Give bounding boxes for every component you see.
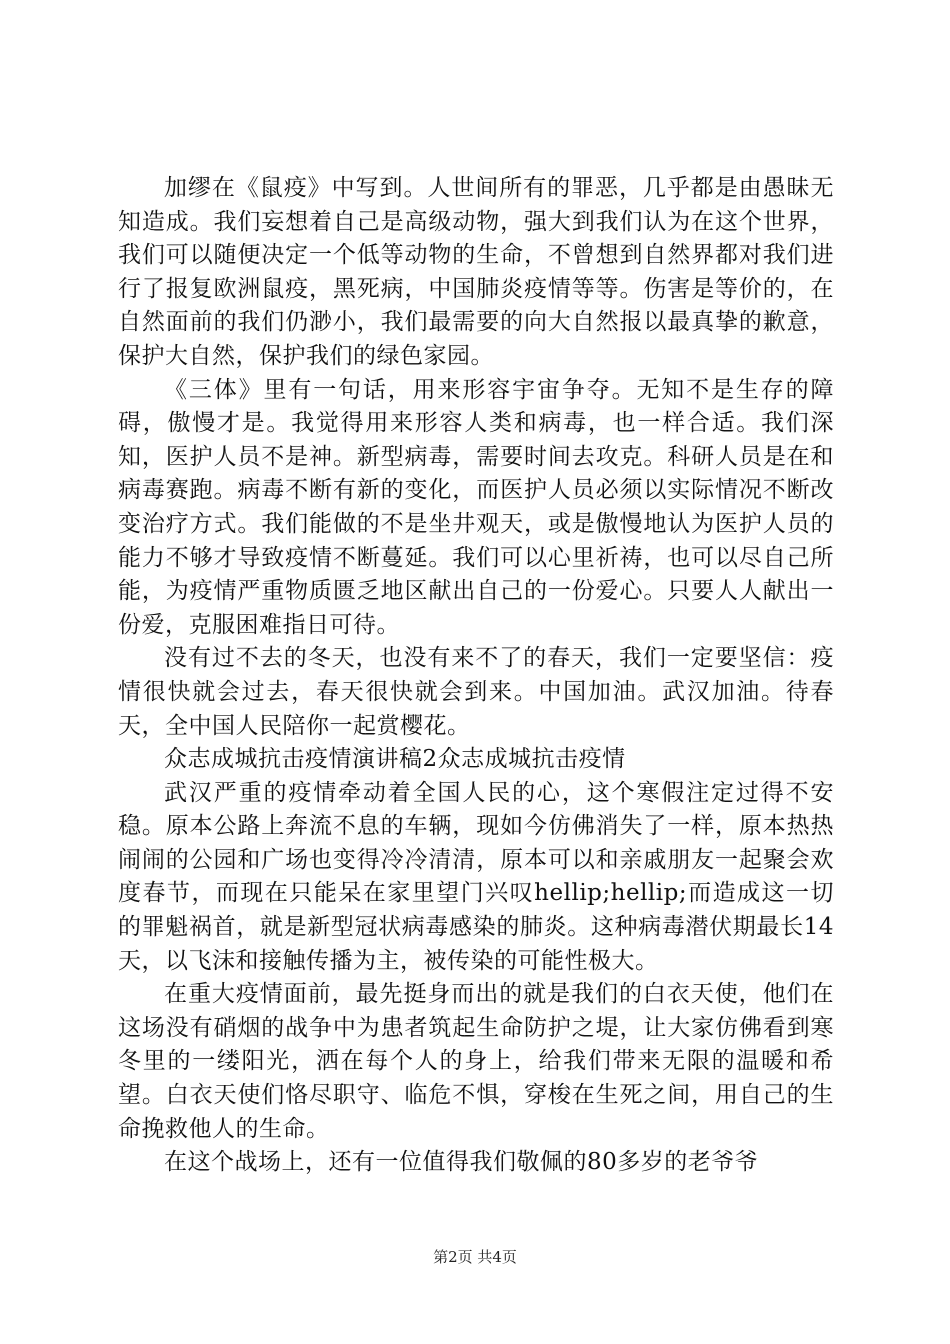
section-heading: 众志成城抗击疫情演讲稿2众志成城抗击疫情 — [164, 746, 626, 773]
paragraph-1: 加缪在《鼠疫》中写到。人世间所有的罪恶，几乎都是由愚昧无知造成。我们妄想着自己是高级动物，强大到我们认为在这个世界，我们可以随便决定一个低等动物的生命，不曾想到自然界都对我们进行了报复欧洲鼠疫，黑死病，中国肺炎疫情等等。伤害是等价的，在自然面前的我们仍渺小，我们最需要的向大自然报以最真挚的歉意，保护大自然，保护我们的绿色家园。 — [118, 175, 834, 369]
document-body — [118, 172, 834, 1180]
page-number-footer: 第2页 共4页 — [433, 1248, 517, 1266]
paragraph-5: 在重大疫情面前，最先挺身而出的就是我们的白衣天使，他们在这场没有硝烟的战争中为患者筑起生命防护之堤，让大家仿佛看到寒冬里的一缕阳光，洒在每个人的身上，给我们带来无限的温暖和希望。白衣天使们恪尽职守、临危不惧，穿梭在生死之间，用自己的生命挽救他人的生命。 — [118, 981, 834, 1142]
paragraph-4: 武汉严重的疫情牵动着全国人民的心，这个寒假注定过得不安稳。原本公路上奔流不息的车辆，现如今仿佛消失了一样，原本热热闹闹的公园和广场也变得冷冷清清，原本可以和亲戚朋友一起聚会欢度春节，而现在只能呆在家里望门兴叹hellip;hellip;而造成这一切的罪魁祸首，就是新型冠状病毒感染的肺炎。这种病毒潜伏期最长14天，以飞沫和接触传播为主，被传染的可能性极大。 — [118, 779, 834, 974]
paragraph-3: 没有过不去的冬天，也没有来不了的春天，我们一定要坚信：疫情很快就会过去，春天很快就会到来。中国加油。武汉加油。待春天，全中国人民陪你一起赏樱花。 — [118, 645, 834, 739]
paragraph-6: 在这个战场上，还有一位值得我们敬佩的80多岁的老爷爷 — [164, 1149, 759, 1176]
paragraph-2: 《三体》里有一句话，用来形容宇宙争夺。无知不是生存的障碍，傲慢才是。我觉得用来形容人类和病毒，也一样合适。我们深知，医护人员不是神。新型病毒，需要时间去攻克。科研人员是在和病毒赛跑。病毒不断有新的变化，而医护人员必须以实际情况不断改变治疗方式。我们能做的不是坐井观天，或是傲慢地认为医护人员的能力不够才导致疫情不断蔓延。我们可以心里祈祷，也可以尽自己所能，为疫情严重物质匮乏地区献出自己的一份爱心。只要人人献出一份爱，克服困难指日可待。 — [118, 376, 834, 638]
